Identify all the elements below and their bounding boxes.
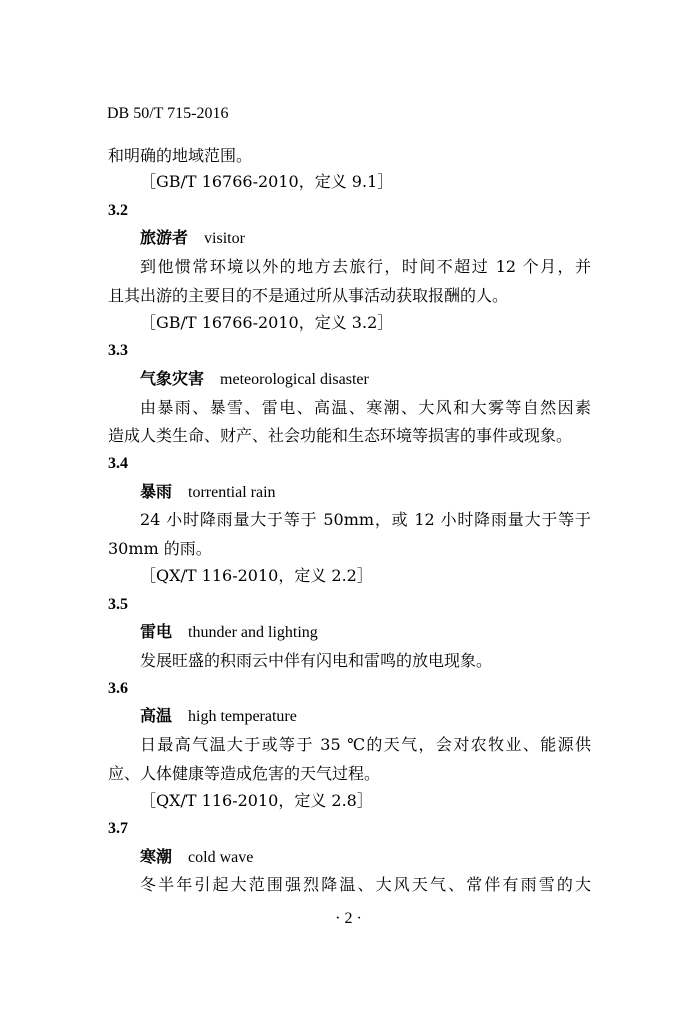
term-heading — [140, 228, 245, 249]
clause-number: 3.3 — [108, 342, 128, 359]
reference-citation: ［GB/T 16766-2010，定义 3.2］ — [140, 313, 394, 332]
definition-line: 冬半年引起大范围强烈降温、大风天气、常伴有雨雪的大 — [140, 875, 591, 894]
reference-citation: ［QX/T 116-2010，定义 2.8］ — [140, 791, 373, 810]
term-english: meteorological disaster — [220, 371, 369, 388]
definition-line: 24 小时降雨量大于等于 50mm，或 12 小时降雨量大于等于 — [140, 510, 591, 529]
term-english: torrential rain — [188, 484, 276, 501]
continuation-text: 和明确的地域范围。 — [108, 146, 253, 165]
term-chinese: 暴雨 — [140, 482, 173, 501]
definition-line: 应、人体健康等造成危害的天气过程。 — [108, 764, 381, 783]
definition-line: 发展旺盛的积雨云中伴有闪电和雷鸣的放电现象。 — [140, 651, 493, 670]
term-chinese: 气象灾害 — [140, 369, 205, 388]
clause-number: 3.6 — [108, 680, 128, 697]
term-english: high temperature — [188, 708, 297, 725]
document-code-header: DB 50/T 715-2016 — [107, 105, 229, 122]
term-chinese: 雷电 — [140, 622, 173, 641]
clause-number: 3.4 — [108, 455, 128, 472]
term-heading — [140, 706, 297, 727]
term-heading — [140, 847, 253, 868]
definition-line: 由暴雨、暴雪、雷电、高温、寒潮、大风和大雾等自然因素 — [140, 398, 591, 417]
term-chinese: 高温 — [140, 706, 173, 725]
definition-line: 到他惯常环境以外的地方去旅行，时间不超过 12 个月，并 — [140, 257, 591, 276]
page-number: · 2 · — [335, 910, 362, 927]
term-heading — [140, 622, 318, 643]
term-heading — [140, 482, 276, 503]
term-chinese: 寒潮 — [140, 847, 173, 866]
definition-line: 造成人类生命、财产、社会功能和生态环境等损害的事件或现象。 — [108, 426, 573, 445]
reference-citation: ［QX/T 116-2010，定义 2.2］ — [140, 566, 373, 585]
clause-number: 3.2 — [108, 202, 128, 219]
definition-line: 日最高气温大于或等于 35 ℃的天气，会对农牧业、能源供 — [140, 735, 591, 754]
definition-line: 且其出游的主要目的不是通过所从事活动获取报酬的人。 — [108, 286, 509, 305]
term-english: thunder and lighting — [188, 624, 318, 641]
clause-number: 3.7 — [108, 820, 128, 837]
definition-line: 30mm 的雨。 — [108, 539, 212, 558]
reference-citation: ［GB/T 16766-2010，定义 9.1］ — [140, 172, 394, 191]
term-english: cold wave — [188, 849, 254, 866]
clause-number: 3.5 — [108, 596, 128, 613]
term-heading — [140, 369, 369, 390]
term-english: visitor — [204, 230, 245, 247]
term-chinese: 旅游者 — [140, 228, 189, 247]
